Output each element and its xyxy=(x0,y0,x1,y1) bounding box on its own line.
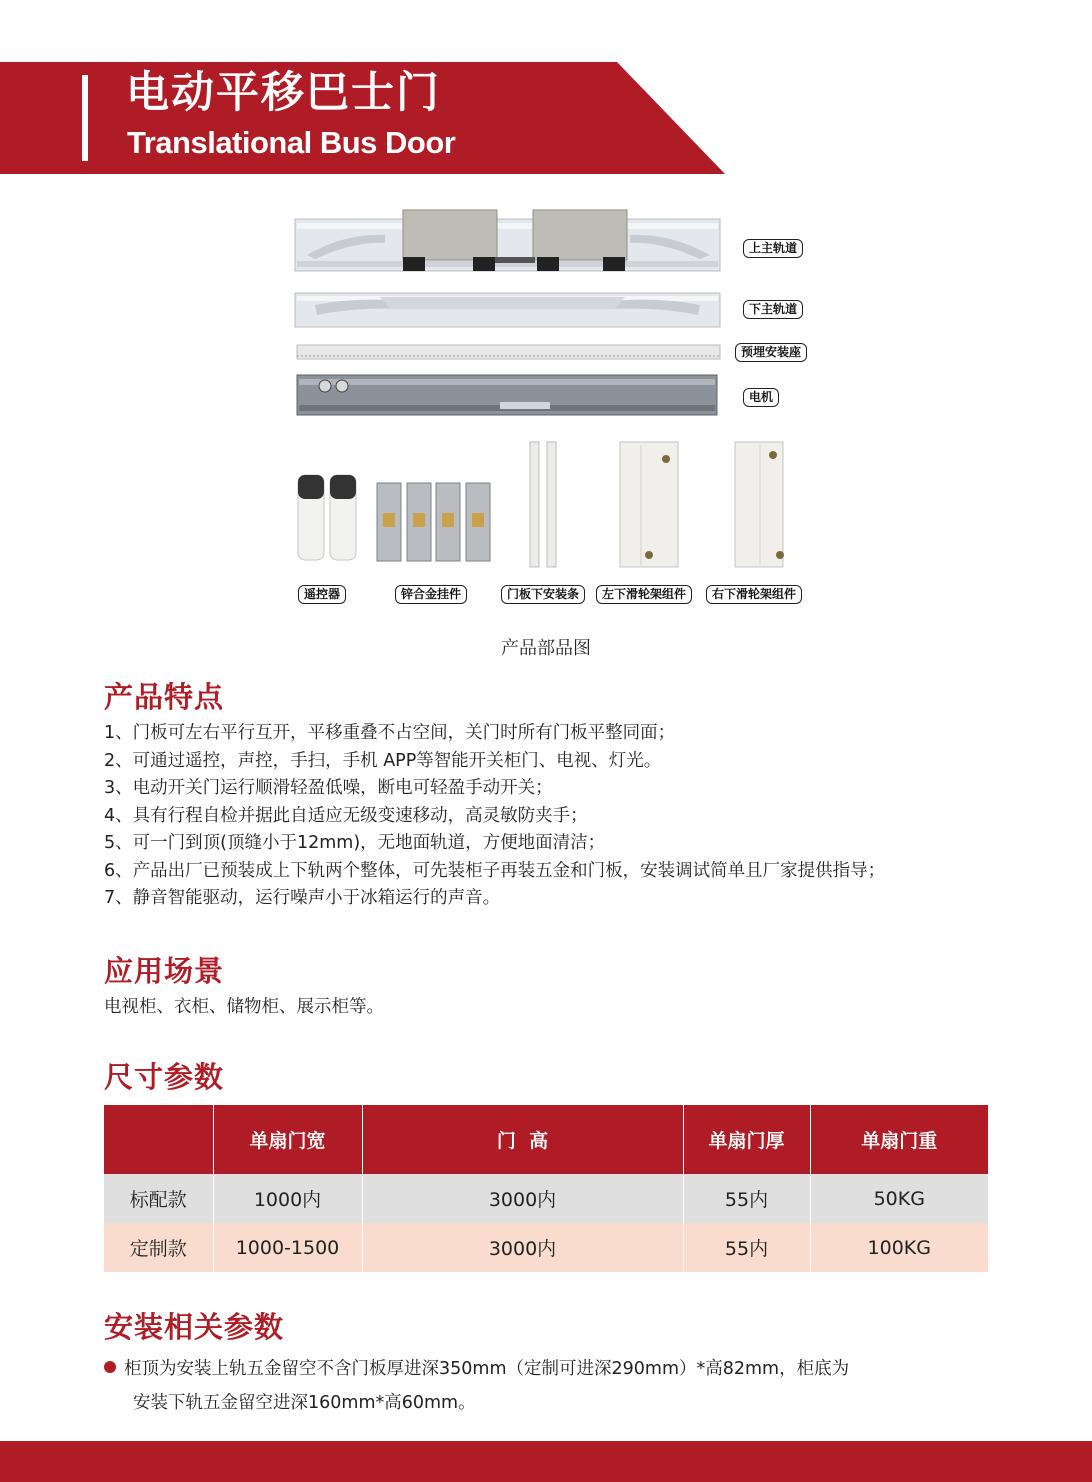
label-motor: 电机 xyxy=(743,388,779,407)
bullet-icon xyxy=(104,1361,116,1373)
label-bottom-strip: 门板下安装条 xyxy=(501,585,585,604)
mount-seat-image xyxy=(297,345,720,359)
remote-image xyxy=(298,475,356,560)
feature-item: 6、产品出厂已预装成上下轨两个整体，可先装柜子再装五金和门板，安装调试简单且厂家提供指导； xyxy=(104,860,886,881)
table-cell: 100KG xyxy=(810,1223,988,1272)
table-cell: 3000内 xyxy=(362,1174,683,1223)
feature-item: 2、可通过遥控，声控，手扫，手机 APP等智能开关柜门、电视、灯光。 xyxy=(104,750,662,771)
table-cell: 55内 xyxy=(683,1223,810,1272)
table-row xyxy=(104,1174,988,1223)
feature-item: 4、具有行程自检并据此自适应无级变速移动，高灵敏防夹手； xyxy=(104,805,588,826)
table-header: 单扇门重 xyxy=(810,1105,988,1174)
bottom-strip-image xyxy=(530,442,556,567)
table-cell: 标配款 xyxy=(104,1174,213,1223)
table-row xyxy=(104,1223,988,1272)
figure-caption: 产品部品图 xyxy=(501,638,591,659)
parts-illustration xyxy=(285,205,820,615)
label-remote: 遥控器 xyxy=(298,585,346,604)
install-line-1 xyxy=(104,1352,984,1386)
install-title: 安装相关参数 xyxy=(104,1310,285,1344)
table-cell: 1000内 xyxy=(213,1174,362,1223)
dimensions-title: 尺寸参数 xyxy=(104,1060,225,1094)
install-text xyxy=(104,1352,984,1420)
table-cell: 3000内 xyxy=(362,1223,683,1272)
dimensions-table xyxy=(104,1105,988,1272)
feature-item: 3、电动开关门运行顺滑轻盈低噪，断电可轻盈手动开关； xyxy=(104,778,553,798)
page-title: 电动平移巴士门 xyxy=(126,68,441,118)
page-subtitle: Translational Bus Door xyxy=(127,125,456,160)
label-right-wheel: 右下滑轮架组件 xyxy=(706,585,802,604)
label-upper-rail: 上主轨道 xyxy=(743,239,803,258)
parts-figure xyxy=(285,205,820,615)
scenarios-title: 应用场景 xyxy=(104,954,225,988)
label-hanger: 锌合金挂件 xyxy=(395,585,467,604)
table-header-row xyxy=(104,1105,988,1174)
label-mount-seat: 预埋安装座 xyxy=(735,343,807,362)
feature-item: 7、静音智能驱动，运行噪声小于冰箱运行的声音。 xyxy=(104,888,501,908)
feature-item: 1、门板可左右平行互开，平移重叠不占空间，关门时所有门板平整同面； xyxy=(104,723,676,743)
left-wheel-image xyxy=(620,442,678,567)
lower-rail-image xyxy=(295,293,720,327)
feature-item: 5、可一门到顶(顶缝小于12mm)，无地面轨道，方便地面清洁； xyxy=(104,833,606,853)
features-title: 产品特点 xyxy=(104,680,225,714)
table-header: 门 高 xyxy=(362,1105,683,1174)
hanger-image xyxy=(377,483,490,561)
footer-band xyxy=(0,1441,1092,1482)
label-lower-rail: 下主轨道 xyxy=(743,300,803,319)
right-wheel-image xyxy=(735,442,784,567)
upper-rail-image xyxy=(295,210,720,271)
header-accent-bar xyxy=(82,75,88,161)
table-cell: 1000-1500 xyxy=(213,1223,362,1272)
table-header: 单扇门宽 xyxy=(213,1105,362,1174)
motor-image xyxy=(297,375,717,415)
scenarios-text: 电视柜、衣柜、储物柜、展示柜等。 xyxy=(104,997,384,1017)
table-cell: 55内 xyxy=(683,1174,810,1223)
label-left-wheel: 左下滑轮架组件 xyxy=(596,585,692,604)
table-header: 单扇门厚 xyxy=(683,1105,810,1174)
table-cell: 50KG xyxy=(810,1174,988,1223)
table-cell: 定制款 xyxy=(104,1223,213,1272)
table-header xyxy=(104,1105,213,1174)
features-list xyxy=(104,720,885,913)
install-line-2: 安装下轨五金留空进深160mm*高60mm。 xyxy=(133,1393,476,1413)
install-text-1: 柜顶为安装上轨五金留空不含门板厚进深350mm（定制可进深290mm）*高82mm，柜底为 xyxy=(124,1359,850,1379)
